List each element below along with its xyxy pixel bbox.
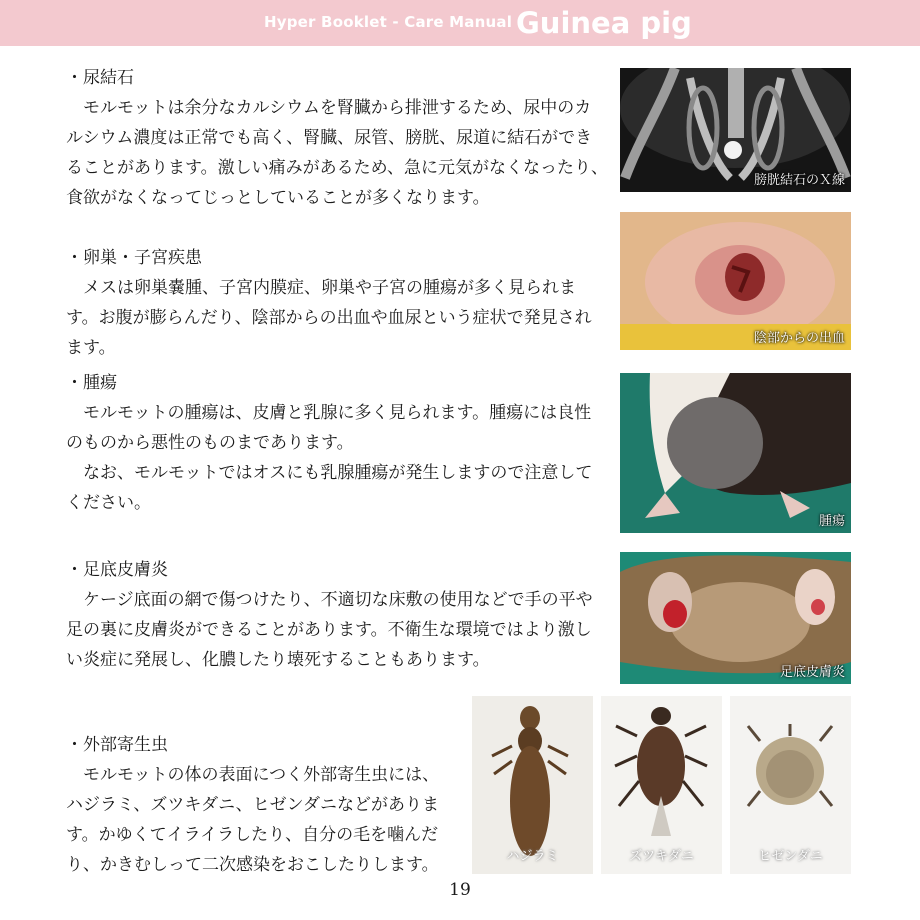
section-title: ・外部寄生虫	[66, 735, 168, 755]
section-title: ・尿結石	[66, 68, 134, 88]
section-paragraph: メスは卵巣嚢腫、子宮内膜症、卵巣や子宮の腫瘍が多く見られます。お腹が膨らんだり、陰部からの出血や血尿という症状で発見されます。	[66, 278, 592, 358]
parasite-photo-fur-mite	[601, 696, 722, 874]
section-paragraph: モルモットの腫瘍は、皮膚と乳腺に多く見られます。腫瘍には良性のものから悪性のものまであります。	[66, 403, 592, 453]
section-paragraph: モルモットの体の表面につく外部寄生虫には、ハジラミ、ズツキダニ、ヒゼンダニなどがあります。かゆくてイライラしたり、自分の毛を噛んだり、かきむしって二次感染をおこしたりします。	[66, 765, 440, 875]
section-paragraph: モルモットは余分なカルシウムを腎臓から排泄するため、尿中のカルシウム濃度は正常でも高く、腎臓、尿管、膀胱、尿道に結石ができることがあります。激しい痛みがあるため、急に元気がなくなったり、食欲がなくなってじっとしていることが多くなります。	[66, 98, 608, 208]
section-title: ・足底皮膚炎	[66, 560, 168, 580]
image-caption: 腫瘍	[818, 514, 845, 529]
parasite-photo-mange-mite	[730, 696, 851, 874]
section-pododermatitis	[66, 555, 608, 675]
section-paragraph: ケージ底面の網で傷つけたり、不適切な床敷の使用などで手の平や足の裏に皮膚炎ができることがあります。不衛生な環境ではより激しい炎症に発展し、化膿したり壊死することもあります。	[66, 590, 593, 670]
parasite-caption: ヒゼンダニ	[758, 849, 823, 864]
section-ovary-uterus	[66, 243, 608, 363]
xray-photo	[620, 68, 851, 192]
parasite-caption: ハジラミ	[506, 849, 559, 864]
section-title: ・卵巣・子宮疾患	[66, 248, 202, 268]
section-paragraph: なお、モルモットではオスにも乳腺腫瘍が発生しますので注意してください。	[66, 463, 593, 513]
tumor-photo	[620, 373, 851, 533]
parasite-caption: ズツキダニ	[629, 849, 694, 864]
image-caption: 陰部からの出血	[753, 331, 845, 346]
genital-bleeding-photo	[620, 212, 851, 350]
header-banner	[0, 0, 920, 46]
section-ectoparasites	[66, 730, 456, 880]
parasite-photo-lice	[472, 696, 593, 874]
image-caption: 膀胱結石のＸ線	[753, 173, 845, 188]
section-tumor	[66, 368, 608, 518]
booklet-subtitle: Hyper Booklet - Care Manual	[264, 13, 513, 31]
booklet-title: Guinea pig	[516, 6, 692, 40]
section-urolith	[66, 63, 608, 213]
page-number: 19	[449, 880, 471, 900]
section-title: ・腫瘍	[66, 373, 117, 393]
image-caption: 足底皮膚炎	[779, 665, 845, 680]
pododermatitis-photo	[620, 552, 851, 684]
